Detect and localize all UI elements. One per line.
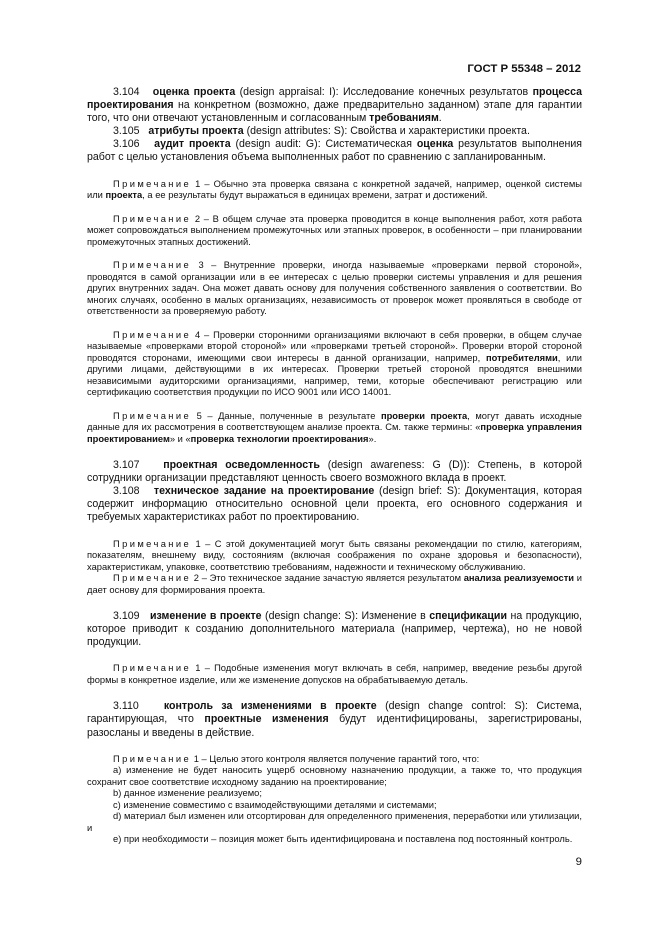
note-3-106-1: Примечание 1 – Обычно эта проверка связана с конкретной задачей, например, оценкой системы или проекта, а ее результаты будут выражаться в единицах времени, затрат и достижений. <box>87 178 582 201</box>
term-3-106: 3.106 аудит проекта (design audit: G): Систематическая оценка результатов выполнения работ с целью установления объема выполненных работ по сравнению с запланированным. <box>87 138 582 164</box>
list-item: b) данное изменение реализуемо; <box>113 788 262 799</box>
term-title: техническое задание на проектирование <box>153 485 375 498</box>
term-title: контроль за изменениями в проекте <box>163 700 377 713</box>
note-3-109-1: Примечание 1 – Подобные изменения могут включать в себя, например, введение резьбы другой формы в конкретное изделие, или же изменение допусков на обрабатываемую деталь. <box>87 663 582 685</box>
term-title: оценка проекта <box>152 86 236 98</box>
term-3-104: 3.104 оценка проекта (design appraisal: I): Исследование конечных результатов процесса проектирования на конкретном (возможно, даже предварительно заданном) этапе для гарантии того, что они отвечают установленным и согласованным требованиям. <box>87 86 582 125</box>
term-3-108: 3.108 техническое задание на проектирование (design brief: S): Документация, которая содержит информацию относительно основной цели проекта, его основного содержания и требуемых характеристиках работ по проектированию. <box>87 485 582 524</box>
note-3-106-2: Примечание 2 – В общем случае эта проверка проводится в конце выполнения работ, хотя работа может сопровождаться выполнением промежуточных или этапных проверок, в особенности – при планировании промежуточных этапных достижений. <box>87 213 582 247</box>
page-number: 9 <box>575 856 582 868</box>
list-item: d) материал был изменен или отсортирован для определенного применения, переработки или утилизации, и <box>87 811 582 833</box>
note-3-108-1: Примечание 1 – С этой документацией могут быть связаны рекомендации по стилю, категориям, показателям, внешнему виду, состояниям (включая соображения по охране здоровья и безопасности), характеристикам, упаковке, соответствию требованиям, надежности и техническому обслуживанию. <box>87 538 582 572</box>
list-item: c) изменение совместимо с взаимодействующими деталями и системами; <box>113 799 437 810</box>
term-title: проектная осведомленность <box>163 459 320 472</box>
standard-designation: ГОСТ Р 55348 – 2012 <box>467 63 581 75</box>
term-title: атрибуты проекта <box>148 125 244 138</box>
term-3-107: 3.107 проектная осведомленность (design awareness: G (D)): Степень, в которой сотрудники организации представляют ценность своего возможного вклада в проект. <box>87 459 582 485</box>
note-3-106-3: Примечание 3 – Внутренние проверки, иногда называемые «проверками первой стороной», проводятся в самой организации или в ее интересах с целью проверки системы управления и для решения других внутренних задач. Она может давать основу для получения собственного заявления о соответствии. Во многих случаях, особенно в малых организациях, независимость от проверок может проявляться в свободе от ответственности за проверяемую работу. <box>87 260 582 317</box>
note-3-108-2: Примечание 2 – Это техническое задание зачастую является результатом анализа реализуемости и дает основу для формирования проекта. <box>87 573 582 595</box>
list-item: а) изменение не будет наносить ущерб основному назначению продукции, а также то, что продукция сохранит свое соответствие исходному заданию на проектирование; <box>87 765 582 787</box>
note-3-106-4: Примечание 4 – Проверки сторонними организациями включают в себя проверки, в общем случае называемые «проверками второй стороной» или «проверками третьей стороной». Проверки второй стороной проводятся сторонами, имеющими свои интересы в данной организации, например, потребителями, или другими лицами, действующими в их интересах. Проверки третьей стороной проводятся внешними независимыми аудиторскими организациями, например, теми, которые обеспечивают регистрацию или сертификацию соответствия продукции по ИСО 9001 или ИСО 14001. <box>87 329 582 398</box>
term-3-109: 3.109 изменение в проекте (design change: S): Изменение в спецификации на продукцию, которое приводит к созданию дополнительного материала (например, чертежа), но не новой продукции. <box>87 610 582 649</box>
note-3-110-1: Примечание 1 – Целью этого контроля является получение гарантий того, что: <box>113 753 480 764</box>
term-3-110: 3.110 контроль за изменениями в проекте (design change control: S): Система, гарантирующая, что проектные изменения будут идентифицированы, зарегистрированы, разосланы и введены в действие. <box>87 700 582 739</box>
note-3-106-5: Примечание 5 – Данные, полученные в результате проверки проекта, могут давать исходные данные для их рассмотрения в соответствующем анализе проекта. См. также термины: «проверка управления проектированием» и «проверка технологии проектирования». <box>87 410 582 444</box>
term-title: изменение в проекте <box>150 610 262 623</box>
list-item: е) при необходимости – позиция может быть идентифицирована и поставлена под постоянный контроль. <box>113 834 573 845</box>
page-content <box>87 86 582 846</box>
term-3-105: 3.105 атрибуты проекта (design attributes: S): Свойства и характеристики проекта. <box>113 125 530 138</box>
term-title: аудит проекта <box>154 138 231 151</box>
